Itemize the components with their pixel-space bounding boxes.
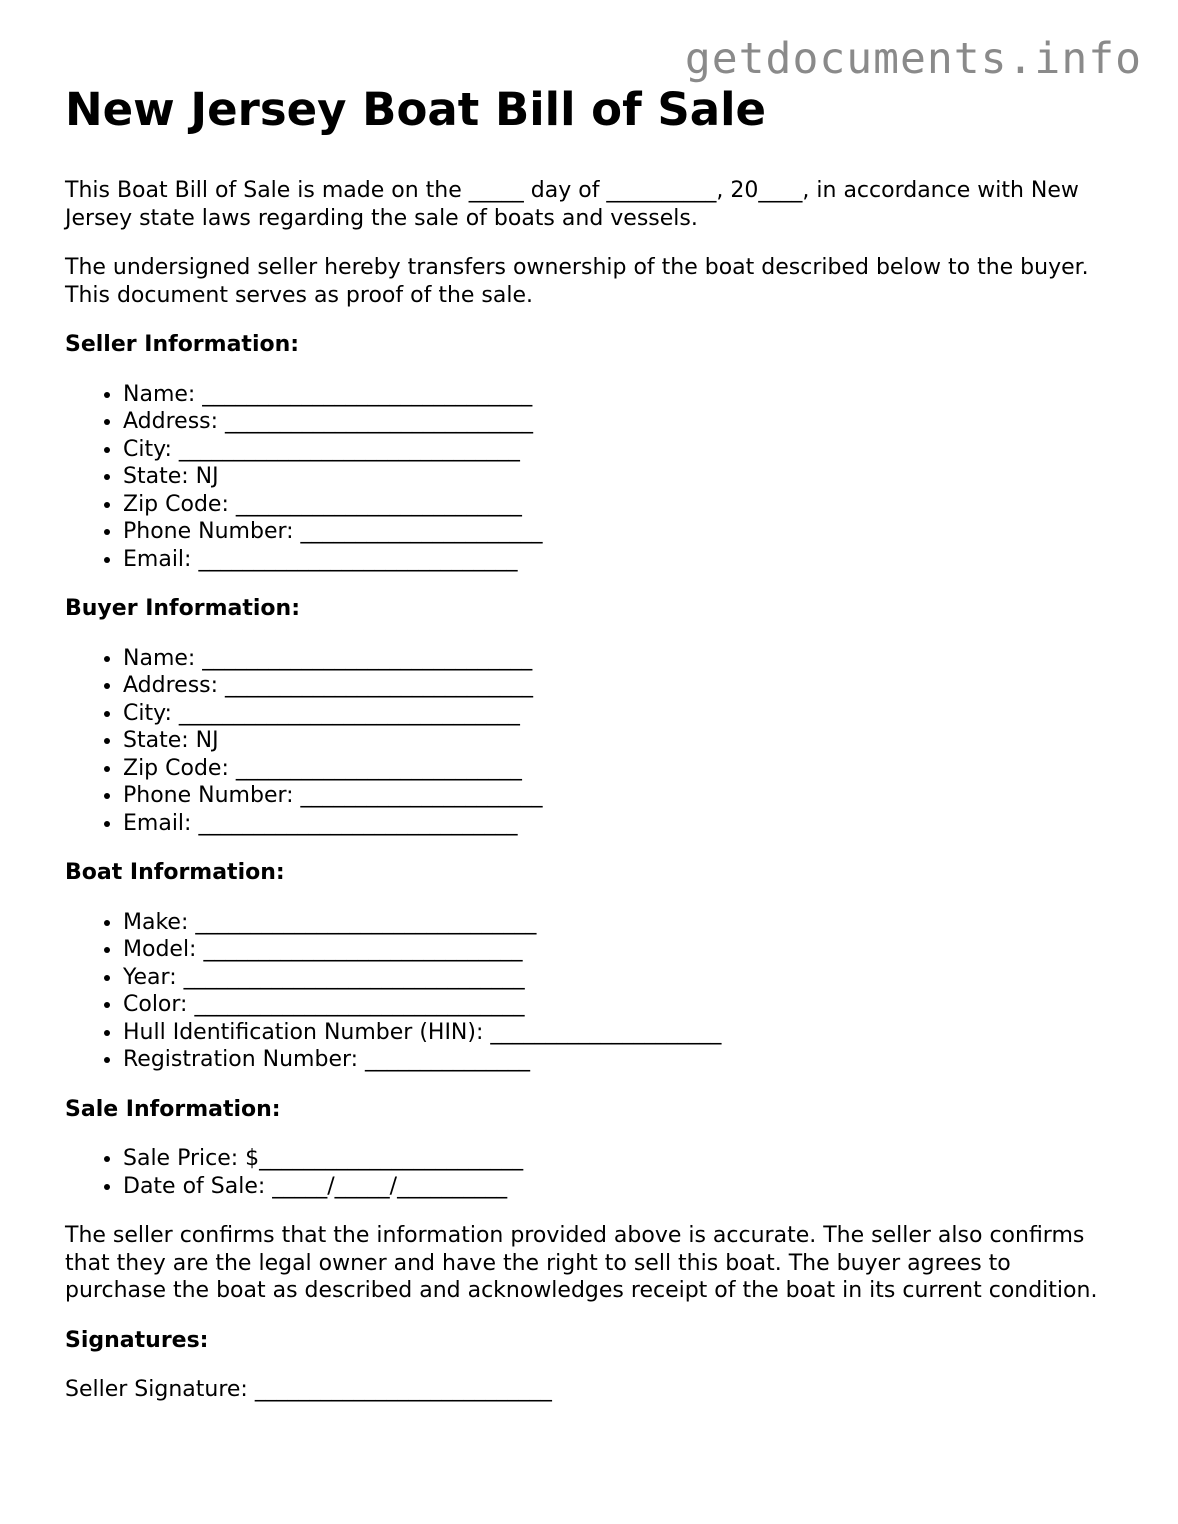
buyer-name-field: • Name: ______________________________ bbox=[123, 645, 1115, 673]
seller-address-field: • Address: ____________________________ bbox=[123, 408, 1115, 436]
buyer-email-field: • Email: _____________________________ bbox=[123, 810, 1115, 838]
buyer-address-field: • Address: ____________________________ bbox=[123, 672, 1115, 700]
document-title: New Jersey Boat Bill of Sale bbox=[65, 83, 767, 136]
buyer-state-field: • State: NJ bbox=[123, 727, 1115, 755]
boat-info-list bbox=[65, 909, 1115, 1074]
sale-date-field: • Date of Sale: _____/_____/__________ bbox=[123, 1173, 1115, 1201]
document bbox=[65, 82, 1115, 1426]
intro-paragraph: This Boat Bill of Sale is made on the _____ day of __________, 20____, in accordance with New Jersey state laws regarding the sale of boats and vessels. bbox=[65, 178, 1079, 231]
sale-section-heading: Sale Information: bbox=[65, 1096, 281, 1122]
seller-city-field: • City: _______________________________ bbox=[123, 436, 1115, 464]
seller-info-list bbox=[65, 381, 1115, 574]
seller-signature-line: Seller Signature: ___________________________ bbox=[65, 1377, 552, 1402]
boat-model-field: • Model: _____________________________ bbox=[123, 936, 1115, 964]
sale-price-field: • Sale Price: $________________________ bbox=[123, 1145, 1115, 1173]
boat-make-field: • Make: _______________________________ bbox=[123, 909, 1115, 937]
sale-info-list bbox=[65, 1145, 1115, 1200]
boat-color-field: • Color: ______________________________ bbox=[123, 991, 1115, 1019]
boat-year-field: • Year: _______________________________ bbox=[123, 964, 1115, 992]
buyer-section-heading: Buyer Information: bbox=[65, 596, 300, 621]
seller-phone-field: • Phone Number: ______________________ bbox=[123, 518, 1115, 546]
seller-email-field: • Email: _____________________________ bbox=[123, 546, 1115, 574]
boat-hin-field: • Hull Identification Number (HIN): _____________________ bbox=[123, 1019, 1115, 1047]
signatures-section-heading: Signatures: bbox=[65, 1327, 209, 1353]
seller-section-heading: Seller Information: bbox=[65, 332, 300, 357]
closing-paragraph: The seller confirms that the information provided above is accurate. The seller also confirms that they are the legal owner and have the right to sell this boat. The buyer agrees to purchase the boat as described and acknowledges receipt of the boat in its current condition. bbox=[65, 1223, 1098, 1303]
seller-zip-field: • Zip Code: __________________________ bbox=[123, 491, 1115, 519]
seller-state-field: • State: NJ bbox=[123, 463, 1115, 491]
seller-name-field: • Name: ______________________________ bbox=[123, 381, 1115, 409]
buyer-phone-field: • Phone Number: ______________________ bbox=[123, 782, 1115, 810]
buyer-zip-field: • Zip Code: __________________________ bbox=[123, 755, 1115, 783]
boat-registration-field: • Registration Number: _______________ bbox=[123, 1046, 1115, 1074]
intro-paragraph: The undersigned seller hereby transfers ownership of the boat described below to the buyer. This document serves as proof of the sale. bbox=[65, 255, 1089, 308]
watermark: getdocuments.info bbox=[684, 34, 1142, 84]
buyer-info-list bbox=[65, 645, 1115, 838]
boat-section-heading: Boat Information: bbox=[65, 860, 285, 885]
buyer-city-field: • City: _______________________________ bbox=[123, 700, 1115, 728]
